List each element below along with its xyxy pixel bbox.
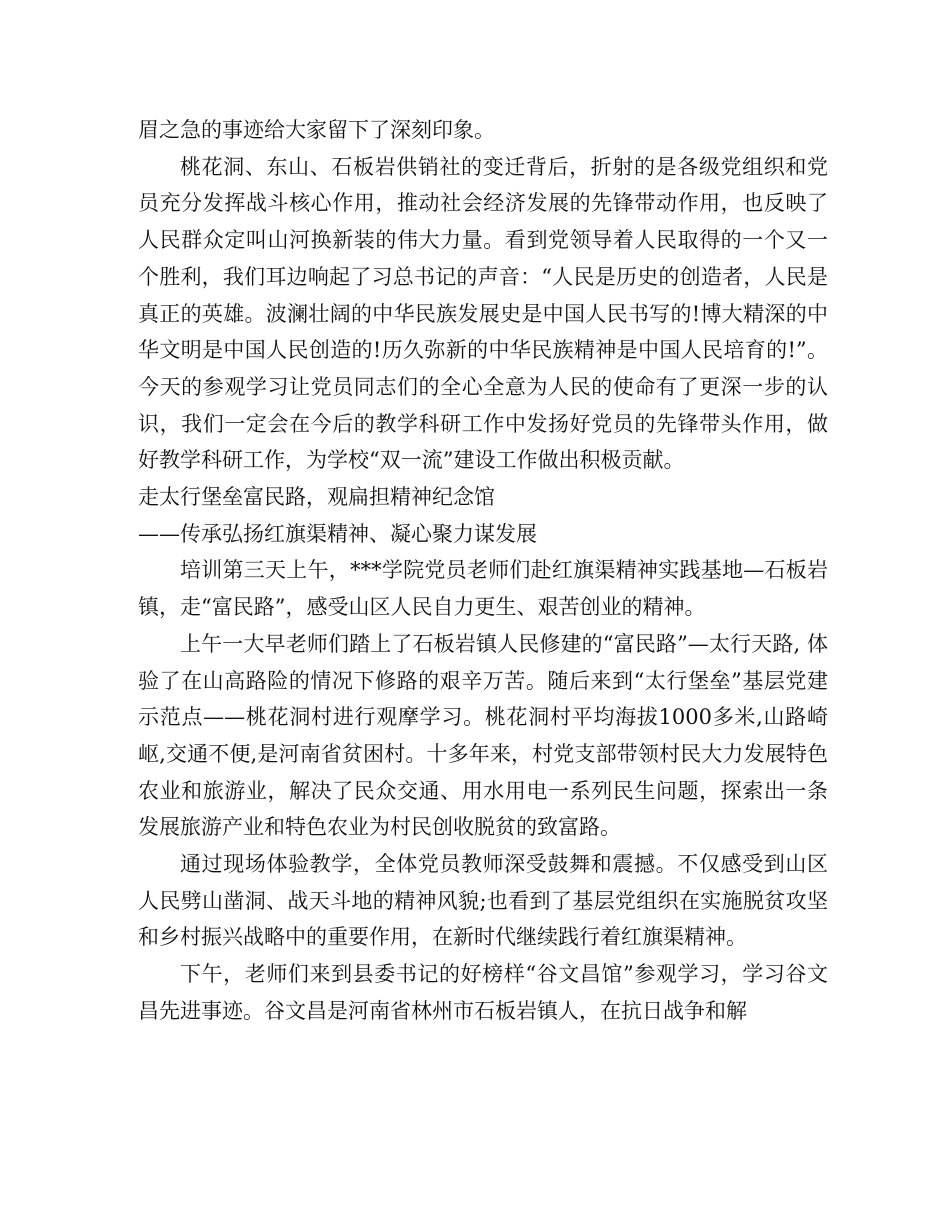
section-title: 走太行堡垒富民路，观扁担精神纪念馆	[138, 485, 495, 510]
paragraph-field-teaching: 通过现场体验教学，全体党员教师深受鼓舞和震撼。不仅感受到山区人民劈山凿洞、战天斗地的精神风貌;也看到了基层党组织在实施脱贫攻坚和乡村振兴战略中的重要作用，在新时代继续践行着红旗渠精神。	[138, 852, 828, 950]
paragraph-day-three: 培训第三天上午，***学院党员老师们赴红旗渠精神实践基地—石板岩镇，走“富民路”，感受山区人民自力更生、艰苦创业的精神。	[138, 558, 828, 620]
paragraph-gu-wenchang: 下午，老师们来到县委书记的好榜样“谷文昌馆”参观学习，学习谷文昌先进事迹。谷文昌是河南省林州市石板岩镇人，在抗日战争和解	[138, 962, 828, 1023]
document-page	[138, 112, 828, 1030]
paragraph-continuation: 眉之急的事迹给大家留下了深刻印象。	[138, 118, 495, 142]
paragraph-fumin-road: 上午一大早老师们踏上了石板岩镇人民修建的“富民路”—太行天路, 体验了在山高路险的情况下修路的艰辛万苦。随后来到“太行堡垒”基层党建示范点——桃花洞村进行观摩学习。桃花洞村平均海拔1000多米,山路崎岖,交通不便,是河南省贫困村。十多年来，村党支部带领村民大力发展特色农业和旅游业，解决了民众交通、用水用电一系列民生问题，探索出一条发展旅游产业和特色农业为村民创收脱贫的致富路。	[138, 631, 828, 840]
section-subtitle: ——传承弘扬红旗渠精神、凝心聚力谋发展	[138, 521, 537, 546]
paragraph-supply-coop: 桃花洞、东山、石板岩供销社的变迁背后，折射的是各级党组织和党员充分发挥战斗核心作用，推动社会经济发展的先锋带动作用，也反映了人民群众定叫山河换新装的伟大力量。看到党领导着人民取得的一个又一个胜利，我们耳边响起了习总书记的声音：“人民是历史的创造者，人民是真正的英雄。波澜壮阔的中华民族发展史是中国人民书写的!博大精深的中华文明是中国人民创造的!历久弥新的中华民族精神是中国人民培育的!”。今天的参观学习让党员同志们的全心全意为人民的使命有了更深一步的认识，我们一定会在今后的教学科研工作中发扬好党员的先锋带头作用，做好教学科研工作，为学校“双一流”建设工作做出积极贡献。	[138, 154, 828, 473]
